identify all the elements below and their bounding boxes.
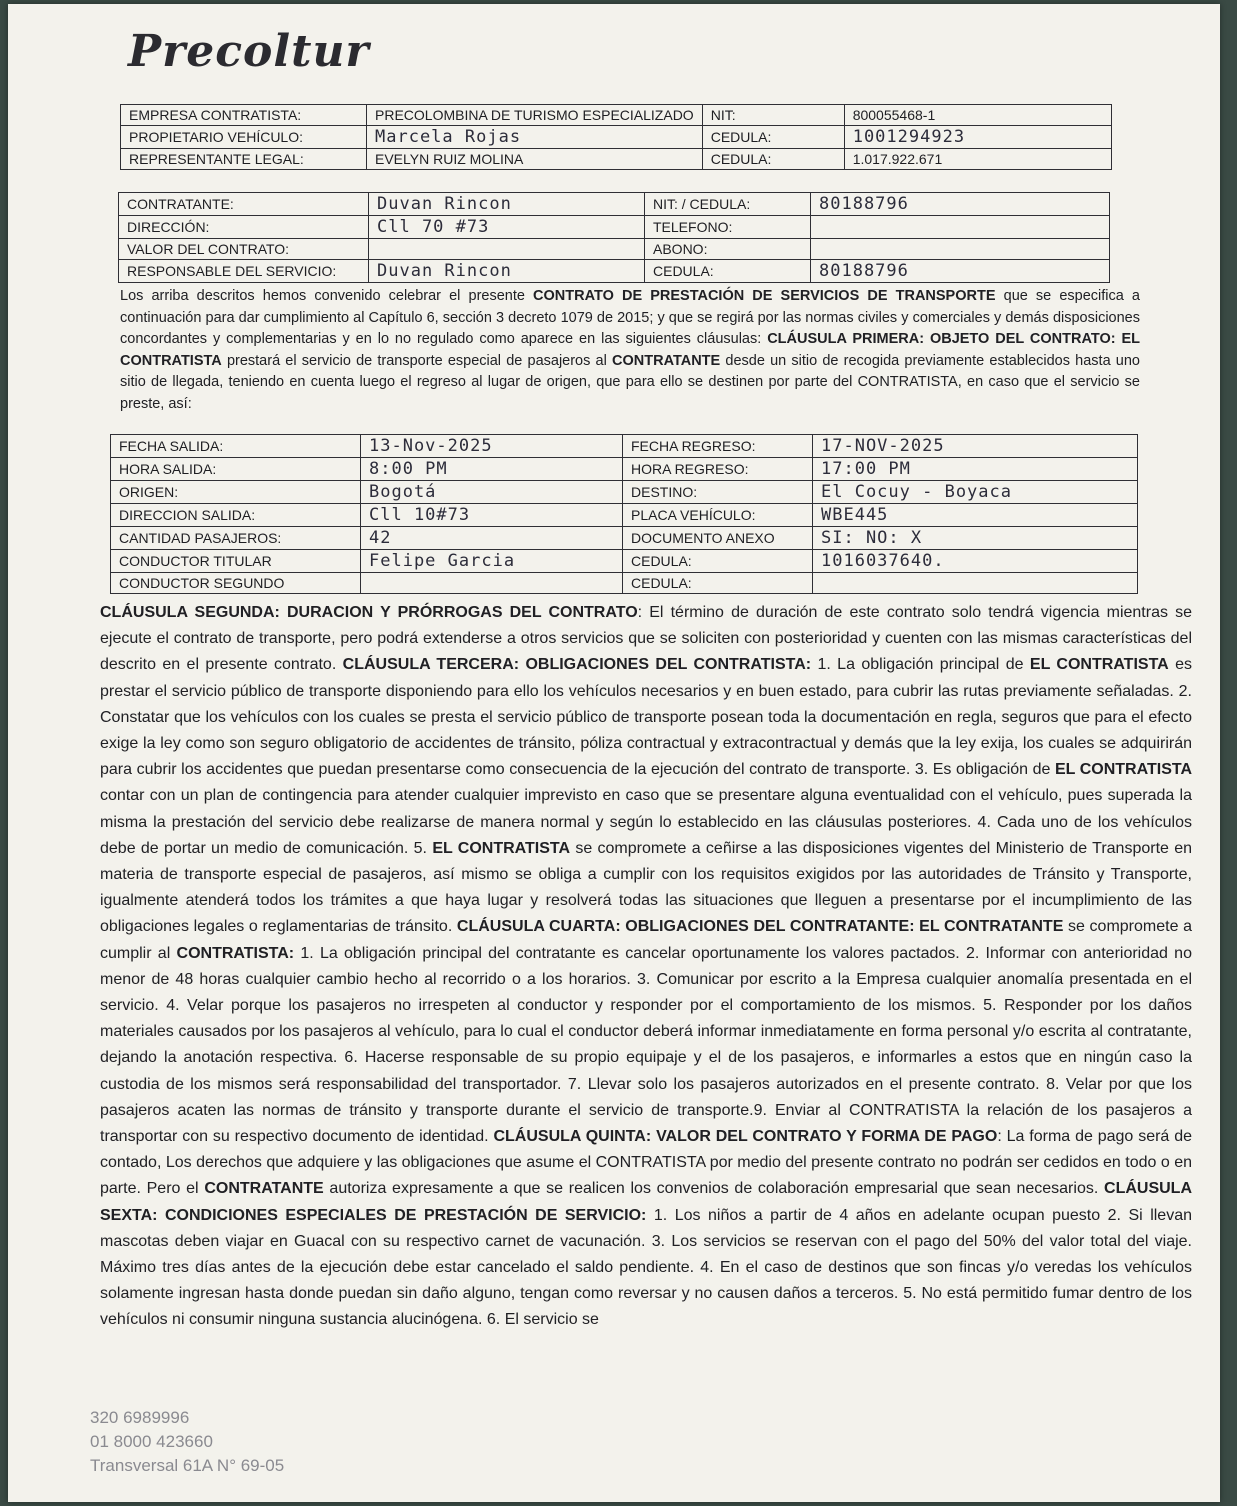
field-label: DIRECCION SALIDA: [111,504,361,527]
clause-text: : La forma de pago será de contado, Los derechos que adquiere y las obligaciones que asume el CONTRATISTA por medio del presente contrato no podrán ser cedidos en todo o en parte. Pero el [100,1128,1192,1198]
field-label: EMPRESA CONTRATISTA: [121,105,367,126]
clause-fifth-heading: CLÁUSULA QUINTA: VALOR DEL CONTRATO Y FORMA DE PAGO [493,1128,998,1146]
field-label: DESTINO: [623,481,813,504]
clause-bold: CONTRATISTA: [176,944,295,962]
footer-address: Transversal 61A N° 69-05 [90,1456,285,1475]
field-value: 80188796 [811,260,1110,283]
table-row [119,260,1110,283]
field-value: EVELYN RUIZ MOLINA [367,149,703,170]
field-label: REPRESENTANTE LEGAL: [121,149,367,170]
clause-text: autoriza expresamente a que se realicen los convenios de colaboración empresarial que sean necesarios. [329,1180,1099,1198]
field-label: TELEFONO: [645,216,811,239]
intro-text-4: desde un sitio de recogida previamente establecidos hasta uno sitio de llegada, teniendo en cuenta luego el regreso al lugar de origen, que para ello se destinen por parte del CONTRATISTA, en caso que el servicio se preste, así: [120,352,1140,412]
clause-bold: CONTRATANTE [204,1180,324,1198]
contract-page [8,4,1220,1502]
table-row [111,573,1138,594]
field-label: PROPIETARIO VEHÍCULO: [121,126,367,149]
table-row [111,527,1138,550]
clause-third-heading: CLÁUSULA TERCERA: OBLIGACIONES DEL CONTRATISTA: [342,656,812,674]
clause-text: 1. La obligación principal de [817,656,1024,674]
footer-phone-2: 01 8000 423660 [90,1432,213,1451]
table-row [111,458,1138,481]
field-value: El Cocuy - Boyaca [813,481,1138,504]
field-value: 800055468-1 [844,105,1111,126]
field-label: VALOR DEL CONTRATO: [119,239,369,260]
field-value: 13-Nov-2025 [361,435,623,458]
clause-text: se compromete a ceñirse a las disposiciones vigentes del Ministerio de Transporte en materia de transporte especial de pasajeros, así mismo se obliga a cumplir con los requisitos exigidos por las autoridades de Tránsito y Transporte, igualmente atenderá todos los trámites a que haya lugar y resolverá todas las situaciones que lleguen a presentarse por el incumplimiento de las obligaciones legales o reglamentarias de tránsito. [100,839,1193,936]
field-label: FECHA REGRESO: [623,435,813,458]
clause-first-heading: CLÁUSULA PRIMERA: OBJETO DEL CONTRATO: EL CONTRATISTA [120,331,1140,369]
field-label: CONDUCTOR SEGUNDO [111,573,361,594]
field-value [813,573,1138,594]
table-row [119,193,1110,216]
client-info-table [118,192,1110,283]
field-value: 1016037640. [813,550,1138,573]
clause-text: se compromete a cumplir al [100,918,1193,962]
field-value: 80188796 [811,193,1110,216]
table-row [119,239,1110,260]
clause-bold: EL CONTRATISTA [1029,656,1169,674]
field-label: CEDULA: [702,126,844,149]
trip-details-table [110,434,1138,594]
intro-text-3: prestará el servicio de transporte especial de pasajeros al [226,352,607,369]
field-value: Bogotá [361,481,623,504]
field-value: WBE445 [813,504,1138,527]
field-label: NIT: / CEDULA: [645,193,811,216]
company-info-table [120,104,1112,170]
field-value: 17-NOV-2025 [813,435,1138,458]
clause-fourth-heading: CLÁUSULA CUARTA: OBLIGACIONES DEL CONTRATANTE: EL CONTRATANTE [456,918,1064,936]
clause-text: es prestar el servicio público de transporte disponiendo para ello los vehículos necesarios y en buen estado, para cubrir las rutas previamente señaladas. 2. Constatar que los vehículos con los cuales se presta el servicio público de transporte posean toda la documentación en regla, seguros que para el efecto exige la ley como son seguro obligatorio de accidentes de tránsito, póliza contractual y extracontractual y demás que la ley exija, los cuales se adquirirán para cubrir los accidentes que puedan presentarse como consecuencia de la ejecución del contrato de transporte. 3. Es obligación de [100,656,1192,779]
intro-bold-3: CONTRATANTE [612,352,721,369]
table-row [111,481,1138,504]
field-value: Cll 70 #73 [369,216,645,239]
field-label: PLACA VEHÍCULO: [623,504,813,527]
field-value: Felipe Garcia [361,550,623,573]
clause-second-heading: CLÁUSULA SEGUNDA: DURACION Y PRÓRROGAS DEL CONTRATO [100,604,638,621]
table-row [111,504,1138,527]
field-value: 8:00 PM [361,458,623,481]
field-value [811,216,1110,239]
field-value: Duvan Rincon [369,260,645,283]
field-value [361,573,623,594]
field-label: ABONO: [645,239,811,260]
field-label: CEDULA: [623,573,813,594]
field-value: Cll 10#73 [361,504,623,527]
field-label: RESPONSABLE DEL SERVICIO: [119,260,369,283]
table-row [121,149,1112,170]
clause-text: 1. La obligación principal del contratante es cancelar oportunamente los valores pactados. 2. Informar con anterioridad no menor de 48 horas cualquier cambio hecho al recorrido o a los horarios. 3. Comunicar por escrito a la Empresa cualquier anomalía presentada en el servicio. 4. Velar porque los pasajeros no irrespeten al conductor y responder por el comportamiento de los mismos. 5. Responder por los daños materiales causados por los pasajeros al vehículo, para lo cual el conductor deberá informar inmediatamente en forma personal y/o escrita al contratante, dejando la anotación respectiva. 6. Hacerse responsable de su propio equipaje y el de los pasajeros, e informarles a estos que en ningún caso la custodia de los mismos será responsabilidad del transportador. 7. Llevar solo los pasajeros autorizados en el presente contrato. 8. Velar por que los pasajeros acaten las normas de tránsito y transporte durante el servicio de transporte.9. Enviar al CONTRATISTA la relación de los pasajeros a transportar con su respectivo documento de identidad. [100,944,1192,1146]
field-value: 42 [361,527,623,550]
field-label: CEDULA: [645,260,811,283]
table-row [111,435,1138,458]
clause-bold: EL CONTRATISTA [432,839,571,857]
field-label: CONTRATANTE: [119,193,369,216]
clause-text: 1. Los niños a partir de 4 años en adelante ocupan puesto 2. Si llevan mascotas deben viajar en Guacal con su respectivo carnet de vacunación. 3. Los servicios se reservan con el pago del 50% del valor total del viaje. Máximo tres días antes de la ejecución debe estar cancelado el saldo pendiente. 4. En el caso de destinos que son fincas y/o veredas los vehículos solamente ingresan hasta donde puedan sin daño alguno, tengan como reversar y no causen daños a terceros. 5. No está permitido fumar dentro de los vehículos ni consumir ninguna sustancia alucinógena. 6. El servicio se [100,1206,1193,1329]
field-label: CONDUCTOR TITULAR [111,550,361,573]
field-value: PRECOLOMBINA DE TURISMO ESPECIALIZADO [367,105,703,126]
field-label: CEDULA: [702,149,844,170]
field-label: DOCUMENTO ANEXO [623,527,813,550]
clause-text: contar con un plan de contingencia para atender cualquier imprevisto en caso que se presentare alguna eventualidad con el vehículo, pues superada la misma la prestación del servicio debe realizarse de manera normal y según lo establecido en las cláusulas posteriores. 4. Cada uno de los vehículos debe de portar un medio de comunicación. 5. [100,787,1192,857]
footer-phone-1: 320 6989996 [90,1408,190,1427]
field-label: ORIGEN: [111,481,361,504]
field-label: CANTIDAD PASAJEROS: [111,527,361,550]
field-value: 1.017.922.671 [844,149,1111,170]
clauses-text [100,600,1192,1334]
company-logo: Precoltur [128,26,370,77]
field-label: CEDULA: [623,550,813,573]
clause-text: : El término de duración de este contrato solo tendrá vigencia mientras se ejecute el contrato de transporte, pero podrá extenderse a otros servicios que se soliciten con posterioridad y cuenten con las mismas características del descrito en el presente contrato. [100,604,1193,674]
field-value: Duvan Rincon [369,193,645,216]
field-label: HORA SALIDA: [111,458,361,481]
table-row [121,126,1112,149]
footer-contact [90,1406,284,1478]
table-row [111,550,1138,573]
field-value: SI: NO: X [813,527,1138,550]
field-value [811,239,1110,260]
clause-bold: EL CONTRATISTA [1055,761,1193,779]
intro-text-2: que se especifica a continuación para dar cumplimiento al Capítulo 6, sección 3 decreto 1079 de 2015; y que se regirá por las normas civiles y comerciales y demás disposiciones concordantes y complementarias y en lo no regulado como aparece en las siguientes cláusulas: [120,288,1140,347]
field-value [369,239,645,260]
field-value: 1001294923 [844,126,1111,149]
intro-paragraph [120,286,1140,415]
field-label: FECHA SALIDA: [111,435,361,458]
field-label: DIRECCIÓN: [119,216,369,239]
intro-text-1: Los arriba descritos hemos convenido celebrar el presente [120,288,525,304]
field-value: Marcela Rojas [367,126,703,149]
field-label: HORA REGRESO: [623,458,813,481]
intro-bold-1: CONTRATO DE PRESTACIÓN DE SERVICIOS DE TRANSPORTE [533,288,996,304]
field-value: 17:00 PM [813,458,1138,481]
table-row [121,105,1112,126]
clause-sixth-heading: CLÁUSULA SEXTA: CONDICIONES ESPECIALES DE PRESTACIÓN DE SERVICIO: [100,1180,1193,1224]
field-label: NIT: [702,105,844,126]
table-row [119,216,1110,239]
